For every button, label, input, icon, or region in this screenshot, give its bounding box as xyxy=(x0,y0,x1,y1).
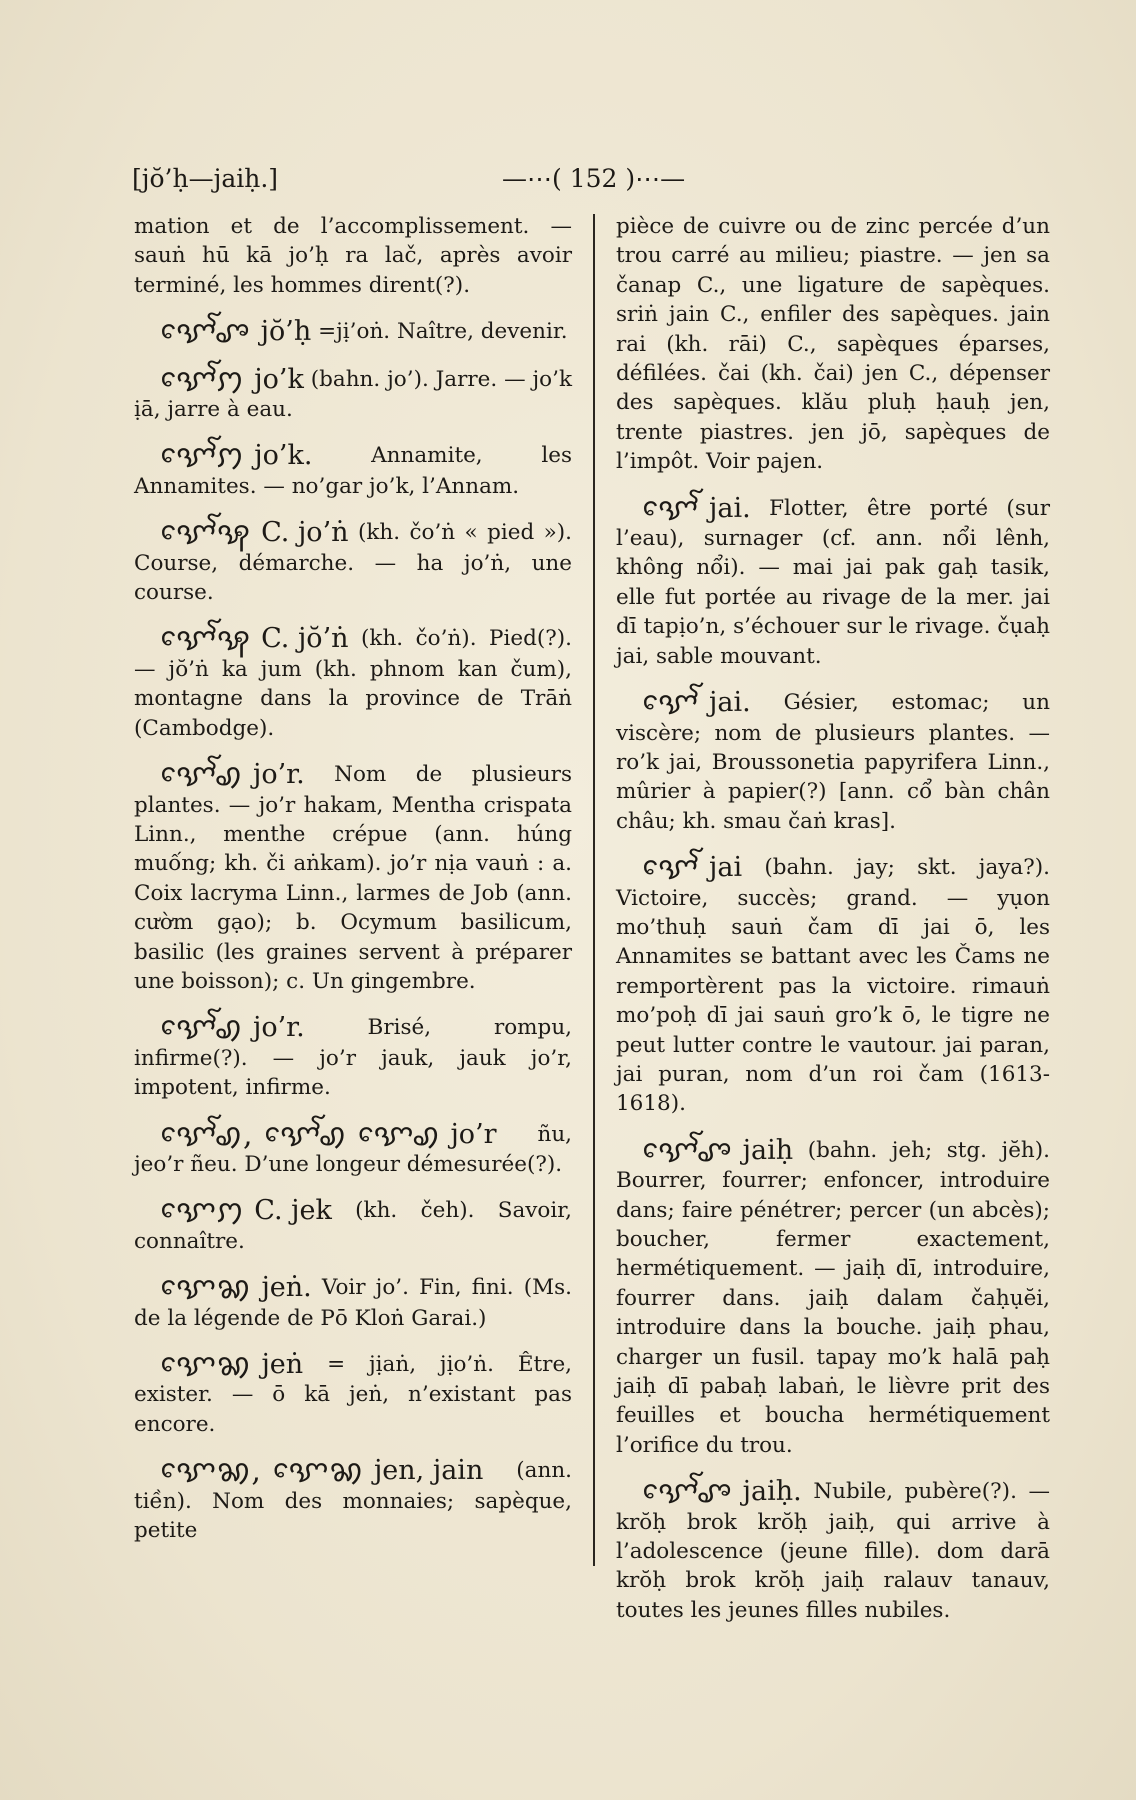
entry-text: (kh. čo’ṅ). Pied(?). — jŏ’ṅ ka jum (kh. phnom kan čum), montagne dans la province de Trāṅ (Cambodge). xyxy=(134,626,572,741)
cham-script-glyph: ꨎꨯꩆ xyxy=(160,1348,252,1383)
dictionary-entry xyxy=(616,1477,1050,1625)
dictionary-entry xyxy=(134,1456,572,1545)
dictionary-entry xyxy=(134,1117,572,1180)
headword: jo’k xyxy=(254,363,304,395)
dictionary-entry xyxy=(134,518,572,607)
entry-text: mation et de l’accomplissement. — sauṅ hū kā jo’ḥ ra lač, après avoir terminé, les hommes dirent(?). xyxy=(134,214,572,298)
cham-script-glyph: ꨎꨯꨱꩉ xyxy=(160,1011,243,1047)
entry-text: pièce de cuivre ou de zinc percée d’un trou carré au milieu; piastre. — jen sa čanap C., une ligature de sapèques. sriṅ jain C., enfiler des sapèques. jain rai (kh. rāi) C., sapèques éparses, défilées. čai (kh. čai) jen C., dépenser des sapèques. klău pluḥ ḥauḥ jen, trente piastres. jen jō, sapèques de l’impôt. Voir pajen. xyxy=(616,214,1050,475)
entry-text: Gésier, estomac; un viscère; nom de plusieurs plantes. — ro’k jai, Broussonetia papyrifera Linn., mûrier à papier(?) [ann. cổ bàn chân châu; kh. smau čaṅ kras]. xyxy=(616,690,1050,834)
headword: jen, jain xyxy=(373,1455,484,1487)
entry-text: (bahn. jay; skt. jaya?). Victoire, succès; grand. — yụon mo’thuḥ sauṅ čam dī jai ō, les Annamites se battant avec les Čams ne remportèrent pas la victoire. rimauṅ mo’poḥ dī jai sauṅ gro’k ō, le tigre ne peut lutter contre le vautour. jai paran, jai puran, nom d’un roi čam (1613-1618). xyxy=(616,855,1050,1117)
right-column xyxy=(616,212,1050,1642)
left-column xyxy=(134,212,572,1562)
dictionary-entry xyxy=(616,1133,1050,1460)
entry-text: Nom de plusieurs plantes. — jo’r hakam, Mentha crispata Linn., menthe crépue (ann. húng muống; kh. či aṅkam). jo’r nịa vauṅ : a. Coix lacryma Linn., larmes de Job (ann. cườm gạo); b. Ocymum basilicum, basilic (les graines servent à préparer une boisson); c. Un gingembre. xyxy=(134,762,572,994)
entry-text: = jịaṅ, jịo’ṅ. Être, exister. — ō kā jeṅ, n’existant pas encore. xyxy=(134,1352,573,1437)
entry-text: Nubile, pubère(?). — krŏḥ brok krŏḥ jaiḥ, qui arrive à l’adolescence (jeune fille). dom darā krŏḥ brok krŏḥ jaiḥ ralauv tanauv, toutes les jeunes filles nubiles. xyxy=(616,1479,1051,1623)
cham-script-glyph: ꨎꨯꩆ xyxy=(160,1271,252,1307)
dictionary-entry xyxy=(134,1013,572,1102)
entry-text: Flotter, être porté (sur l’eau), surnager (cf. ann. nổi lênh, không nổi). — mai jai pak gaḥ tasik, elle fut portée au rivage de la mer. jai dī tapịo’n, s’échouer sur le rivage. čụaḥ jai, sable mouvant. xyxy=(616,495,1050,669)
headword: C. jek xyxy=(254,1195,332,1227)
headword: jo’k. xyxy=(254,440,313,472)
page-header xyxy=(132,164,1012,204)
headword: jeṅ xyxy=(261,1349,304,1380)
headword: jeṅ. xyxy=(261,1272,312,1304)
dictionary-entry xyxy=(616,853,1050,1119)
cham-script-glyph: ꨎꨯꨱꩉ xyxy=(160,758,243,794)
cham-script-glyph: ꨎꨯꨱꩂ xyxy=(160,622,252,658)
cham-script-glyph: ꨎꨯꨱ xyxy=(642,851,700,887)
entry-text: (bahn. jo’). Jarre. — jo’k ịā, jarre à eau. xyxy=(134,366,572,423)
cham-script-glyph: ꨎꨯꨱꨨ xyxy=(642,1475,733,1511)
cham-script-glyph: ꨎꨯꩆ, ꨎꨯꩆ xyxy=(160,1454,364,1490)
column-divider xyxy=(593,214,595,1566)
headword: jai. xyxy=(709,492,751,524)
cham-script-glyph: ꨎꨯꨱꩉ, ꨎꨯꨱꩉ ꨎꨯꩉ xyxy=(160,1117,441,1153)
dictionary-entry xyxy=(616,491,1050,671)
cham-script-glyph: ꨎꨯꨱꩀ xyxy=(160,362,245,398)
headword: jo’r xyxy=(450,1118,497,1150)
dictionary-entry xyxy=(134,624,572,743)
cham-script-glyph: ꨎꨯꨱ xyxy=(642,686,700,722)
entry-text: ñu, jeo’r ñeu. D’une longeur démesurée(?). xyxy=(134,1121,572,1177)
dictionary-entry xyxy=(134,760,572,996)
dictionary-entry xyxy=(134,212,572,300)
headword: C. jo’ṅ xyxy=(261,517,349,549)
dictionary-entry xyxy=(134,1196,572,1256)
headword: jai xyxy=(709,852,743,884)
cham-script-glyph: ꨎꨯꨱꩂ xyxy=(160,516,252,552)
cham-script-glyph: ꨎꨯꨱꨨ xyxy=(160,315,251,351)
cham-script-glyph: ꨎꨯꨱ xyxy=(642,491,700,527)
dictionary-entry xyxy=(134,441,572,501)
running-head: [jŏ’ḥ—jaiḥ.] xyxy=(132,164,279,193)
entry-text: =jị’oṅ. Naître, devenir. xyxy=(318,319,568,345)
entry-text: (bahn. jeh; stg. jĕh). Bourrer, fourrer; enfoncer, introduire dans; faire pénétrer; percer (un abcès); boucher, fermer exactement, hermétiquement. — jaiḥ dī, introduire, fourrer dans. jaiḥ dalam čaḥụĕi, introduire dans la bouche. jaiḥ phau, charger un fusil. tapay mo’k halā paḥ jaiḥ dī pabaḥ labaṅ, le lièvre prit des feuilles et boucha hermétiquement l’orifice du trou. xyxy=(616,1137,1050,1458)
cham-script-glyph: ꨎꨯꨱꨨ xyxy=(642,1133,733,1169)
headword: jaiḥ. xyxy=(742,1476,802,1508)
dictionary-entry xyxy=(134,362,572,425)
cham-script-glyph: ꨎꨯꨱꩀ xyxy=(160,439,245,475)
entry-text: (kh. čeh). Savoir, connaître. xyxy=(134,1198,572,1254)
entry-text: (kh. čo’ṅ « pied »). Course, démarche. — ha jo’ṅ, une course. xyxy=(134,520,572,606)
headword: jo’r. xyxy=(252,1012,305,1044)
headword: jaiḥ xyxy=(742,1134,794,1166)
headword: jŏ’ḥ xyxy=(260,316,312,348)
cham-script-glyph: ꨎꨯꩀ xyxy=(160,1194,245,1230)
dictionary-entry xyxy=(616,212,1050,477)
dictionary-entry xyxy=(134,315,572,351)
entry-text: Annamite, les Annamites. — no’gar jo’k, l’Annam. xyxy=(134,443,572,499)
headword: C. jŏ’ṅ xyxy=(261,623,349,655)
page-number: —⋯( 152 )⋯— xyxy=(502,164,686,193)
headword: jai. xyxy=(709,687,751,719)
entry-text: Voir jo’. Fin, fini. (Ms. de la légende de Pō Kloṅ Garai.) xyxy=(134,1275,572,1331)
dictionary-entry xyxy=(134,1273,572,1333)
dictionary-entry xyxy=(134,1350,572,1439)
entry-text: (ann. tiền). Nom des monnaies; sapèque, petite xyxy=(134,1458,572,1544)
entry-text: Brisé, rompu, infirme(?). — jo’r jauk, jauk jo’r, impotent, infirme. xyxy=(134,1015,572,1101)
dictionary-entry xyxy=(616,688,1050,836)
headword: jo’r. xyxy=(252,759,305,791)
